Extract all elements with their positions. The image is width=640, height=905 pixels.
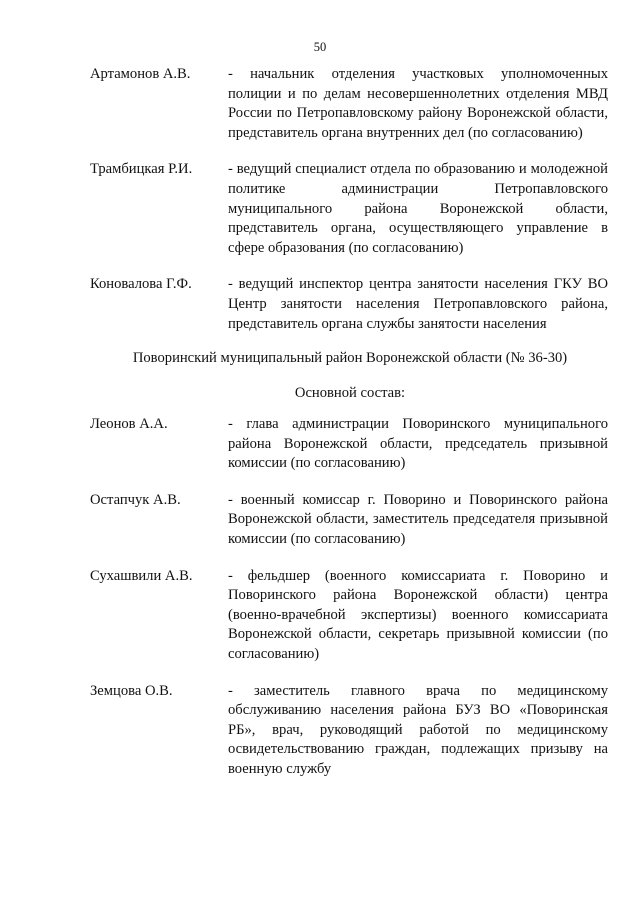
member-role: - ведущий инспектор центра занятости населения ГКУ ВО Центр занятости населения Петропавловского района, представитель органа службы занятости населения [228, 276, 608, 332]
member-entry [90, 567, 608, 665]
member-role: - заместитель главного врача по медицинскому обслуживанию населения района БУЗ ВО «Поворинская РБ», врач, руководящий работой по медицинскому освидетельствованию граждан, подлежащих призыву на военную службу [228, 682, 608, 777]
member-entry [90, 491, 608, 550]
member-role: - начальник отделения участковых уполномоченных полиции и по делам несовершеннолетних отделения МВД России по Петропавловскому району Воронежской области, представитель органа внутренних дел (по согласованию) [228, 66, 608, 141]
composition-heading: Основной состав: [294, 385, 406, 401]
member-entry [90, 275, 608, 334]
member-entry [90, 65, 608, 143]
member-role: - глава администрации Поворинского муниципального района Воронежской области, председатель призывной комиссии (по согласованию) [228, 416, 608, 472]
member-name: Земцова О.В. [90, 682, 173, 699]
member-entry [90, 682, 608, 780]
member-name: Сухашвили А.В. [90, 567, 193, 584]
member-name: Леонов А.А. [90, 416, 168, 432]
commission-members-list-bottom [90, 415, 608, 780]
member-name: Коновалова Г.Ф. [90, 276, 192, 293]
member-name: Артамонов А.В. [90, 66, 191, 82]
member-role: - военный комиссар г. Поворино и Поворинского района Воронежской области, заместитель председателя призывной комиссии (по согласованию) [228, 491, 608, 547]
commission-members-list-top [90, 65, 608, 334]
member-entry [90, 160, 608, 258]
member-name: Остапчук А.В. [90, 491, 181, 508]
member-role: - фельдшер (военного комиссариата г. Поворино и Поворинского района Воронежской области) центра (военно-врачебной экспертизы) военного комиссариата Воронежской области, секретарь призывной комиссии (по согласованию) [228, 567, 608, 662]
member-name: Трамбицкая Р.И. [90, 161, 193, 178]
region-heading: Поворинский муниципальный район Воронежской области (№ 36-30) [132, 350, 568, 366]
member-role: - ведущий специалист отдела по образованию и молодежной политике администрации Петропавловского муниципального района Воронежской области, представитель органа, осуществляющего управление в сфере образования (по согласованию) [228, 161, 608, 256]
member-entry [90, 415, 608, 474]
page-number: 50 [313, 40, 327, 54]
